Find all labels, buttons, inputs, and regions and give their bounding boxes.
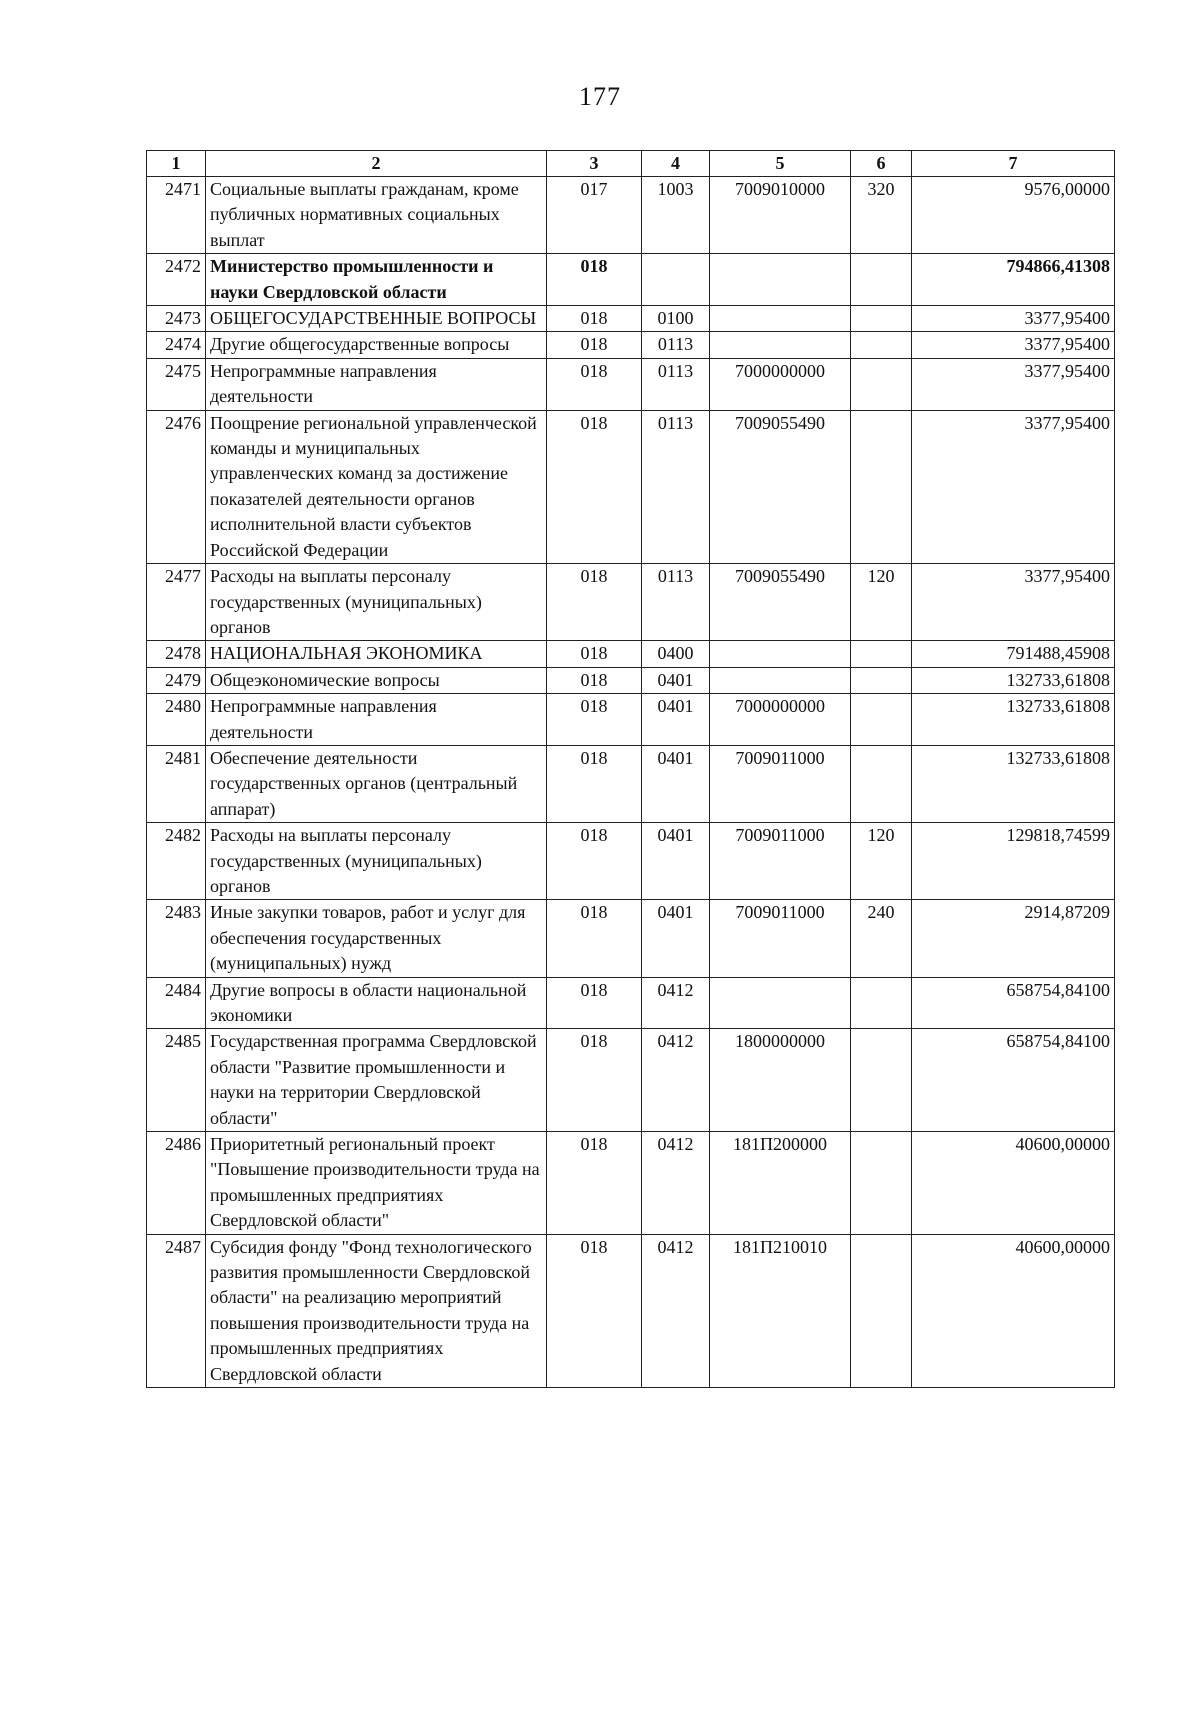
row-col-5 xyxy=(710,254,851,306)
row-col-6 xyxy=(851,306,912,332)
row-col-4: 0412 xyxy=(642,1029,710,1132)
row-col-4: 0113 xyxy=(642,410,710,563)
row-col-5: 7009055490 xyxy=(710,564,851,641)
table-row xyxy=(147,745,1115,822)
row-number: 2486 xyxy=(147,1132,206,1235)
row-col-5: 7009011000 xyxy=(710,823,851,900)
row-col-4: 0401 xyxy=(642,667,710,693)
row-amount: 791488,45908 xyxy=(912,641,1115,667)
budget-table xyxy=(146,150,1115,1388)
table-row xyxy=(147,667,1115,693)
row-col-4: 0113 xyxy=(642,358,710,410)
row-amount: 132733,61808 xyxy=(912,667,1115,693)
row-name: ОБЩЕГОСУДАРСТВЕННЫЕ ВОПРОСЫ xyxy=(206,306,547,332)
row-col-4: 0412 xyxy=(642,1132,710,1235)
row-col-5: 7000000000 xyxy=(710,358,851,410)
row-col-4: 0401 xyxy=(642,900,710,977)
row-amount: 658754,84100 xyxy=(912,1029,1115,1132)
row-col-6: 320 xyxy=(851,177,912,254)
row-col-4: 0113 xyxy=(642,332,710,358)
row-col-6 xyxy=(851,641,912,667)
row-col-3: 018 xyxy=(547,641,642,667)
row-name: Приоритетный региональный проект "Повышение производительности труда на промышленных предприятиях Свердловской области" xyxy=(206,1132,547,1235)
row-col-5: 7009011000 xyxy=(710,745,851,822)
row-col-3: 018 xyxy=(547,745,642,822)
header-col-3: 3 xyxy=(547,151,642,177)
row-col-6 xyxy=(851,1132,912,1235)
table-row xyxy=(147,177,1115,254)
row-col-4 xyxy=(642,254,710,306)
row-amount: 129818,74599 xyxy=(912,823,1115,900)
row-name: Социальные выплаты гражданам, кроме публичных нормативных социальных выплат xyxy=(206,177,547,254)
header-col-7: 7 xyxy=(912,151,1115,177)
row-number: 2487 xyxy=(147,1234,206,1387)
row-col-3: 018 xyxy=(547,900,642,977)
row-col-6: 120 xyxy=(851,823,912,900)
row-col-4: 0400 xyxy=(642,641,710,667)
row-col-5 xyxy=(710,306,851,332)
row-amount: 794866,41308 xyxy=(912,254,1115,306)
row-col-4: 0412 xyxy=(642,1234,710,1387)
row-col-6: 240 xyxy=(851,900,912,977)
row-name: Иные закупки товаров, работ и услуг для обеспечения государственных (муниципальных) нужд xyxy=(206,900,547,977)
row-number: 2473 xyxy=(147,306,206,332)
row-name: Расходы на выплаты персоналу государственных (муниципальных) органов xyxy=(206,823,547,900)
table-row xyxy=(147,254,1115,306)
table-body xyxy=(147,177,1115,1388)
row-col-5: 7000000000 xyxy=(710,694,851,746)
row-col-3: 018 xyxy=(547,1029,642,1132)
row-amount: 9576,00000 xyxy=(912,177,1115,254)
row-col-3: 018 xyxy=(547,1132,642,1235)
row-number: 2478 xyxy=(147,641,206,667)
row-col-6 xyxy=(851,694,912,746)
row-col-4: 0113 xyxy=(642,564,710,641)
row-name: Государственная программа Свердловской области "Развитие промышленности и науки на территории Свердловской области" xyxy=(206,1029,547,1132)
row-number: 2477 xyxy=(147,564,206,641)
page-number: 177 xyxy=(579,82,621,111)
row-name: Министерство промышленности и науки Свердловской области xyxy=(206,254,547,306)
row-col-3: 018 xyxy=(547,254,642,306)
row-number: 2482 xyxy=(147,823,206,900)
row-col-6 xyxy=(851,410,912,563)
table-row xyxy=(147,641,1115,667)
row-col-3: 018 xyxy=(547,358,642,410)
row-col-5: 1800000000 xyxy=(710,1029,851,1132)
row-col-5 xyxy=(710,332,851,358)
row-number: 2481 xyxy=(147,745,206,822)
row-col-6 xyxy=(851,254,912,306)
row-name: Общеэкономические вопросы xyxy=(206,667,547,693)
row-col-3: 018 xyxy=(547,823,642,900)
row-amount: 40600,00000 xyxy=(912,1234,1115,1387)
row-amount: 40600,00000 xyxy=(912,1132,1115,1235)
row-amount: 3377,95400 xyxy=(912,358,1115,410)
row-col-6 xyxy=(851,358,912,410)
row-name: Поощрение региональной управленческой команды и муниципальных управленческих команд за достижение показателей деятельности органов исполнительной власти субъектов Российской Федерации xyxy=(206,410,547,563)
header-col-2: 2 xyxy=(206,151,547,177)
table-row xyxy=(147,306,1115,332)
row-number: 2472 xyxy=(147,254,206,306)
row-col-6 xyxy=(851,977,912,1029)
row-col-5 xyxy=(710,977,851,1029)
table-header-row xyxy=(147,151,1115,177)
table-row xyxy=(147,332,1115,358)
row-col-4: 0100 xyxy=(642,306,710,332)
row-col-3: 017 xyxy=(547,177,642,254)
header-col-5: 5 xyxy=(710,151,851,177)
row-col-3: 018 xyxy=(547,410,642,563)
row-amount: 3377,95400 xyxy=(912,332,1115,358)
row-col-5: 7009011000 xyxy=(710,900,851,977)
row-col-4: 0412 xyxy=(642,977,710,1029)
row-number: 2471 xyxy=(147,177,206,254)
table-row xyxy=(147,694,1115,746)
row-amount: 3377,95400 xyxy=(912,564,1115,641)
row-name: Другие общегосударственные вопросы xyxy=(206,332,547,358)
row-col-6 xyxy=(851,332,912,358)
row-col-5: 181П210010 xyxy=(710,1234,851,1387)
row-col-5: 181П200000 xyxy=(710,1132,851,1235)
row-name: Другие вопросы в области национальной экономики xyxy=(206,977,547,1029)
row-name: Обеспечение деятельности государственных органов (центральный аппарат) xyxy=(206,745,547,822)
row-col-6 xyxy=(851,745,912,822)
row-name: Непрограммные направления деятельности xyxy=(206,694,547,746)
row-name: НАЦИОНАЛЬНАЯ ЭКОНОМИКА xyxy=(206,641,547,667)
row-col-4: 0401 xyxy=(642,823,710,900)
row-number: 2474 xyxy=(147,332,206,358)
row-col-6: 120 xyxy=(851,564,912,641)
table-row xyxy=(147,1234,1115,1387)
row-col-4: 0401 xyxy=(642,694,710,746)
row-amount: 3377,95400 xyxy=(912,306,1115,332)
row-col-4: 0401 xyxy=(642,745,710,822)
row-col-5: 7009010000 xyxy=(710,177,851,254)
row-name: Непрограммные направления деятельности xyxy=(206,358,547,410)
row-col-3: 018 xyxy=(547,667,642,693)
row-col-3: 018 xyxy=(547,1234,642,1387)
row-amount: 132733,61808 xyxy=(912,745,1115,822)
row-amount: 132733,61808 xyxy=(912,694,1115,746)
row-col-6 xyxy=(851,1029,912,1132)
row-amount: 3377,95400 xyxy=(912,410,1115,563)
row-number: 2476 xyxy=(147,410,206,563)
row-number: 2479 xyxy=(147,667,206,693)
row-amount: 658754,84100 xyxy=(912,977,1115,1029)
table-row xyxy=(147,823,1115,900)
row-number: 2483 xyxy=(147,900,206,977)
row-col-3: 018 xyxy=(547,564,642,641)
row-col-3: 018 xyxy=(547,332,642,358)
row-col-3: 018 xyxy=(547,977,642,1029)
row-col-4: 1003 xyxy=(642,177,710,254)
row-col-6 xyxy=(851,1234,912,1387)
row-name: Субсидия фонду "Фонд технологического развития промышленности Свердловской области" на реализацию мероприятий повышения производительности труда на промышленных предприятиях Свердловской области xyxy=(206,1234,547,1387)
row-number: 2485 xyxy=(147,1029,206,1132)
row-number: 2484 xyxy=(147,977,206,1029)
header-col-4: 4 xyxy=(642,151,710,177)
header-col-6: 6 xyxy=(851,151,912,177)
header-col-1: 1 xyxy=(147,151,206,177)
table-row xyxy=(147,358,1115,410)
row-col-3: 018 xyxy=(547,694,642,746)
row-amount: 2914,87209 xyxy=(912,900,1115,977)
table-row xyxy=(147,1132,1115,1235)
table-row xyxy=(147,900,1115,977)
row-col-5 xyxy=(710,641,851,667)
row-col-6 xyxy=(851,667,912,693)
table-row xyxy=(147,410,1115,563)
row-col-5: 7009055490 xyxy=(710,410,851,563)
row-col-5 xyxy=(710,667,851,693)
row-col-3: 018 xyxy=(547,306,642,332)
row-number: 2480 xyxy=(147,694,206,746)
table-row xyxy=(147,564,1115,641)
row-number: 2475 xyxy=(147,358,206,410)
table-row xyxy=(147,977,1115,1029)
table-row xyxy=(147,1029,1115,1132)
row-name: Расходы на выплаты персоналу государственных (муниципальных) органов xyxy=(206,564,547,641)
